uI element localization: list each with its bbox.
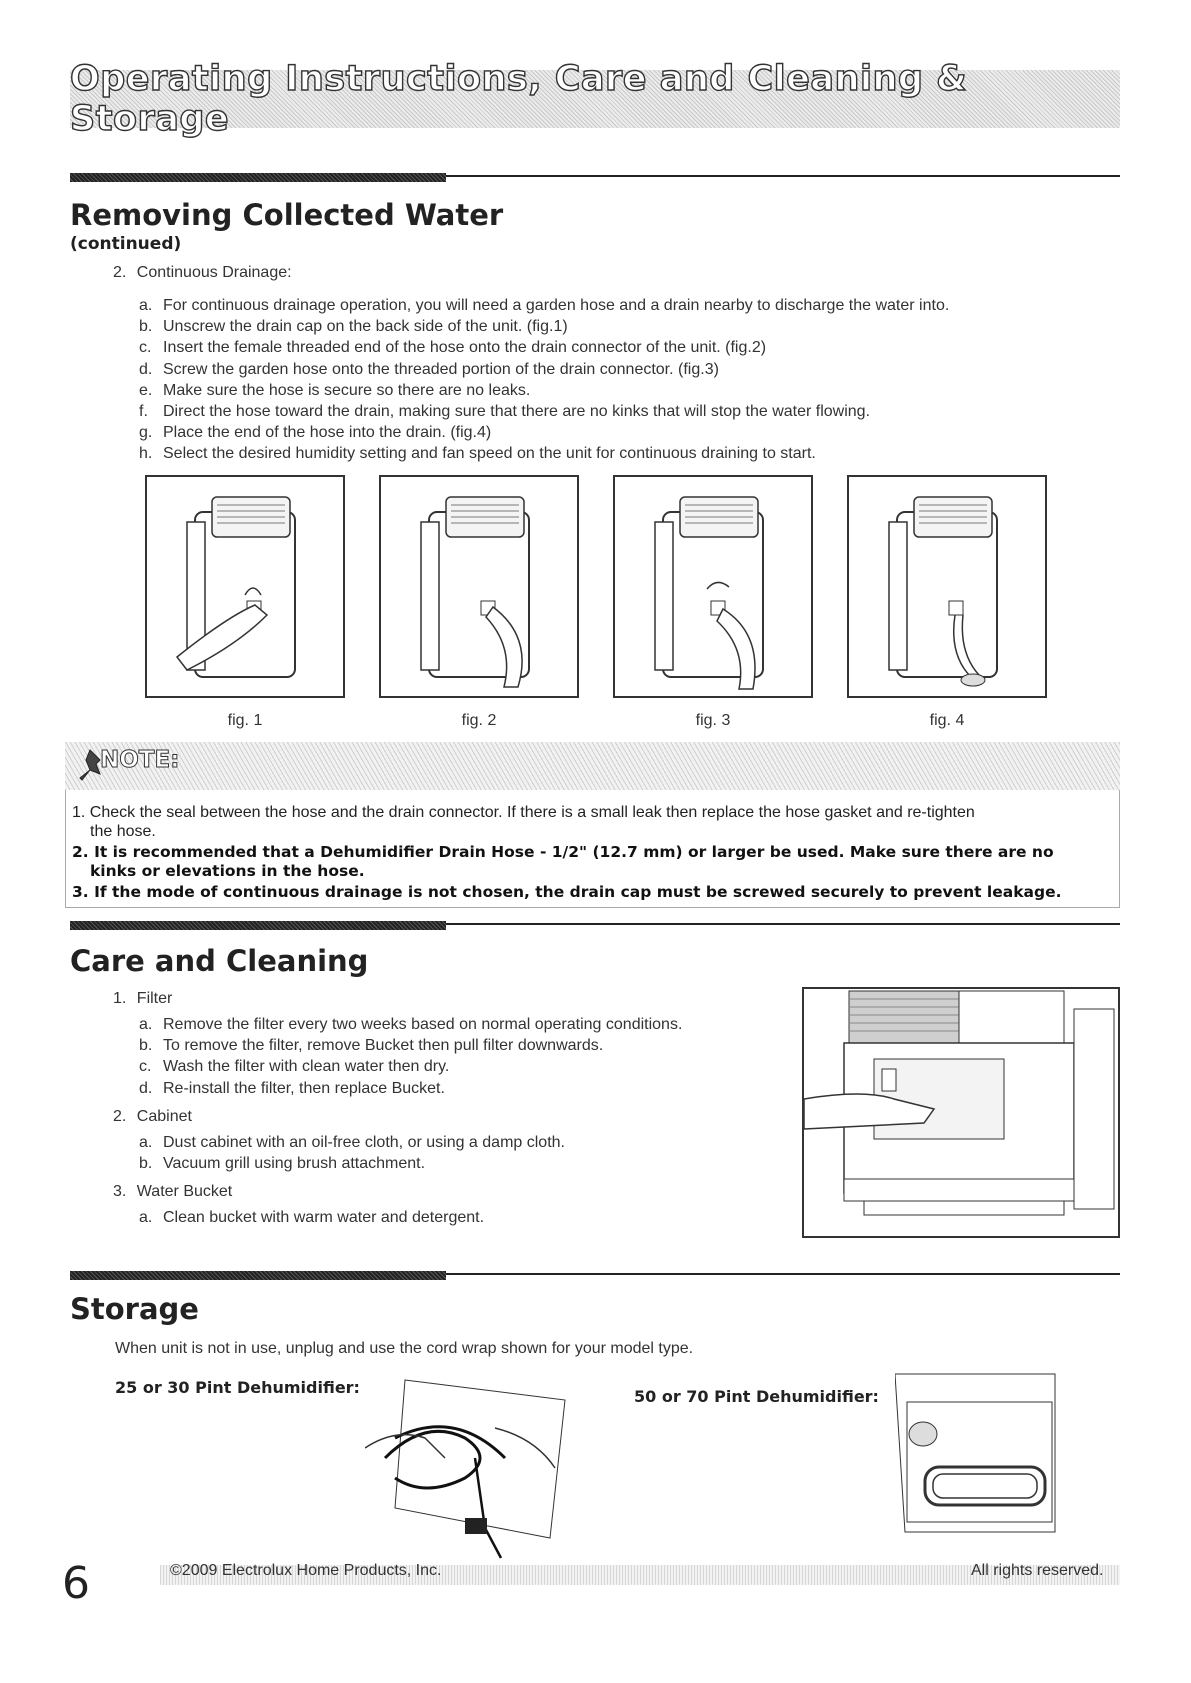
list-label: Water Bucket (136, 1183, 233, 1201)
list-marker: a. (139, 1133, 153, 1151)
list-marker: d. (139, 1079, 153, 1097)
list-text: Wash the filter with clean water then dry. (163, 1058, 450, 1076)
footer-copyright: ©2009 Electrolux Home Products, Inc. (170, 1562, 442, 1579)
list-item (139, 1153, 793, 1174)
figure-4-hose-to-drain (847, 475, 1047, 698)
section-subheading-continued: (continued) (70, 234, 182, 254)
section-rule-thin (446, 923, 1120, 925)
figure-2-insert-hose (379, 475, 579, 698)
note-item-3 (72, 883, 1117, 902)
list-text: Screw the garden hose onto the threaded portion of the drain connector. (fig.3) (163, 360, 719, 378)
list-item (139, 422, 1119, 443)
list-marker: c. (139, 1058, 152, 1076)
list-number: 2. (113, 1107, 127, 1125)
cabinet-steps-list (139, 1132, 793, 1174)
list-marker: a. (139, 1016, 153, 1033)
page-title: Operating Instructions, Care and Cleaning & Storage (70, 59, 968, 139)
list-text: Direct the hose toward the drain, making sure that there are no kinks that will stop the water flowing. (163, 403, 871, 421)
note-text: If the mode of continuous drainage is not chosen, the drain cap must be screwed securely to prevent leakage. (94, 883, 1062, 901)
bucket-steps-list (139, 1207, 793, 1228)
model-label-small: 25 or 30 Pint Dehumidifier: (115, 1378, 360, 1397)
section-heading-removing-water: Removing Collected Water (70, 198, 504, 232)
note-text: Check the seal between the hose and the drain connector. If there is a small leak then replace the hose gasket and re-tighten (89, 804, 975, 821)
note-text-continued: kinks or elevations in the hose. (90, 862, 365, 880)
header-band (70, 59, 1120, 139)
dehumidifier-illustration (147, 477, 343, 696)
section-rule-thick (70, 173, 446, 182)
section-rule-thin (446, 1273, 1120, 1275)
list-marker: b. (139, 318, 153, 336)
list-item (139, 1035, 793, 1056)
list-marker: d. (139, 360, 153, 378)
list-text: Dust cabinet with an oil-free cloth, or using a damp cloth. (163, 1133, 565, 1151)
list-item (139, 380, 1119, 401)
list-text: Clean bucket with warm water and detergent. (163, 1209, 485, 1227)
care-group-water-bucket (113, 1183, 793, 1207)
list-number: 2. (113, 264, 127, 281)
figure-filter-removal (802, 987, 1120, 1238)
list-text: Remove the filter every two weeks based on normal operating conditions. (163, 1016, 683, 1033)
page-number: 6 (62, 1558, 90, 1609)
care-group-cabinet (113, 1108, 793, 1132)
list-item (139, 443, 1119, 464)
figure-caption: fig. 4 (929, 712, 965, 729)
dehumidifier-illustration (849, 477, 1045, 696)
storage-intro: When unit is not in use, unplug and use the cord wrap shown for your model type. (115, 1340, 694, 1357)
list-marker: h. (139, 445, 153, 463)
list-item (139, 337, 1119, 358)
list-item-continuous-drainage (113, 264, 292, 282)
footer-rights: All rights reserved. (971, 1562, 1104, 1579)
figure-caption: fig. 2 (461, 712, 497, 729)
list-number: 1. (113, 990, 127, 1007)
list-item (139, 359, 1119, 380)
note-number: 2. (72, 843, 89, 861)
list-text: Re-install the filter, then replace Bucket. (163, 1079, 445, 1097)
list-marker: g. (139, 424, 153, 442)
dehumidifier-illustration (381, 477, 577, 696)
dehumidifier-illustration (615, 477, 811, 696)
filter-steps-list (139, 1014, 793, 1099)
care-groups (113, 990, 793, 1228)
list-text: Insert the female threaded end of the hose onto the drain connector of the unit. (fig.2) (163, 339, 767, 357)
cord-wrap-large-illustration (895, 1372, 1060, 1540)
list-item (139, 1207, 793, 1228)
list-item (139, 316, 1119, 337)
section-heading-care-cleaning: Care and Cleaning (70, 944, 369, 978)
model-label-large: 50 or 70 Pint Dehumidifier: (634, 1387, 879, 1406)
note-item-1 (72, 803, 1117, 841)
list-item (139, 1078, 793, 1099)
list-marker: c. (139, 339, 152, 357)
note-number: 3. (72, 883, 89, 901)
drainage-steps-list (139, 295, 1119, 465)
list-text: Place the end of the hose into the drain. (fig.4) (163, 424, 492, 442)
list-marker: b. (139, 1037, 153, 1055)
list-text: For continuous drainage operation, you will need a garden hose and a drain nearby to discharge the water into. (163, 297, 950, 314)
list-marker: a. (139, 297, 153, 314)
list-label: Cabinet (136, 1107, 192, 1125)
list-marker: a. (139, 1209, 153, 1227)
section-rule-thin (446, 175, 1120, 177)
figure-1-drain-cap (145, 475, 345, 698)
care-group-filter (113, 990, 793, 1014)
note-item-2 (72, 843, 1117, 881)
filter-removal-illustration (804, 989, 1118, 1236)
section-heading-storage: Storage (70, 1292, 199, 1326)
list-item (139, 401, 1119, 422)
section-rule-thick (70, 1271, 446, 1280)
list-marker: b. (139, 1155, 153, 1173)
list-label: Continuous Drainage: (136, 264, 292, 281)
list-item (139, 1014, 793, 1035)
list-text: Unscrew the drain cap on the back side of the unit. (fig.1) (163, 318, 568, 336)
list-item (139, 1132, 793, 1153)
figure-caption: fig. 1 (227, 712, 263, 729)
list-text: To remove the filter, remove Bucket then pull filter downwards. (163, 1037, 604, 1055)
note-text-continued: the hose. (90, 823, 156, 840)
cord-wrap-small-illustration (365, 1378, 575, 1568)
figure-3-screw-hose (613, 475, 813, 698)
list-text: Select the desired humidity setting and fan speed on the unit for continuous draining to start. (163, 445, 816, 463)
list-text: Vacuum grill using brush attachment. (163, 1155, 426, 1173)
list-text: Make sure the hose is secure so there are no leaks. (163, 381, 531, 399)
note-text: It is recommended that a Dehumidifier Drain Hose - 1/2" (12.7 mm) or larger be used. Make sure there are no (94, 843, 1054, 861)
list-marker: f. (139, 403, 148, 421)
list-number: 3. (113, 1183, 127, 1201)
note-number: 1. (72, 804, 86, 821)
note-title: NOTE: (100, 747, 180, 773)
section-rule-thick (70, 921, 446, 930)
list-label: Filter (136, 990, 173, 1007)
list-item (139, 1056, 793, 1077)
note-banner (65, 742, 1120, 790)
figure-caption: fig. 3 (695, 712, 731, 729)
list-item (139, 295, 1119, 316)
list-marker: e. (139, 381, 153, 399)
